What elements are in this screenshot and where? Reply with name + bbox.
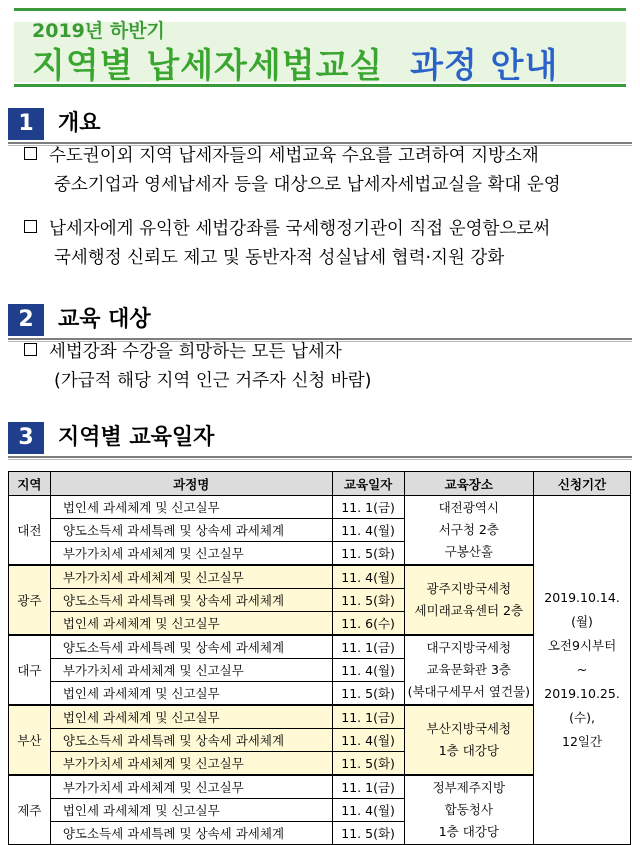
page-title bbox=[32, 38, 558, 87]
overview-bullet-1 bbox=[24, 142, 561, 200]
checkbox-bullet-icon bbox=[24, 220, 37, 233]
course-cell: 부가가치세 과세체계 및 신고실무 bbox=[50, 659, 332, 682]
date-cell: 11. 6(수) bbox=[332, 612, 404, 636]
course-cell: 법인세 과세체계 및 신고실무 bbox=[50, 682, 332, 706]
place-cell bbox=[404, 635, 534, 705]
section-rule bbox=[8, 456, 632, 458]
date-cell: 11. 5(화) bbox=[332, 542, 404, 566]
course-cell: 법인세 과세체계 및 신고실무 bbox=[50, 799, 332, 822]
date-cell: 11. 5(화) bbox=[332, 752, 404, 776]
place-line: 합동청사 bbox=[444, 802, 493, 817]
checkbox-bullet-icon bbox=[24, 343, 37, 356]
place-cell bbox=[404, 705, 534, 775]
place-line: 교육문화관 3층 bbox=[426, 662, 511, 677]
region-cell: 대구 bbox=[9, 635, 51, 705]
course-cell: 양도소득세 과세특례 및 상속세 과세체계 bbox=[50, 729, 332, 752]
place-line: 서구청 2층 bbox=[438, 522, 499, 537]
course-cell: 법인세 과세체계 및 신고실무 bbox=[50, 496, 332, 519]
place-line: 정부제주지방 bbox=[432, 780, 506, 795]
table-row bbox=[9, 496, 631, 519]
date-cell: 11. 4(월) bbox=[332, 729, 404, 752]
date-cell: 11. 4(월) bbox=[332, 659, 404, 682]
banner-top-rule bbox=[14, 8, 626, 11]
bullet-line-1: 납세자에게 유익한 세법강좌를 국세행정기관이 직접 운영함으로써 bbox=[49, 219, 551, 239]
section-number: 2 bbox=[8, 304, 44, 336]
date-cell: 11. 4(월) bbox=[332, 519, 404, 542]
place-line: 대전광역시 bbox=[438, 500, 499, 515]
checkbox-bullet-icon bbox=[24, 147, 37, 160]
date-cell: 11. 1(금) bbox=[332, 705, 404, 729]
place-line: 세미래교육센터 2층 bbox=[414, 603, 524, 618]
bullet-line-1: 세법강좌 수강을 희망하는 모든 납세자 bbox=[49, 342, 342, 362]
place-cell bbox=[404, 775, 534, 845]
period-line: ~ bbox=[576, 662, 588, 677]
date-cell: 11. 1(금) bbox=[332, 496, 404, 519]
bullet-line-1: 수도권이외 지역 납세자들의 세법교육 수요를 고려하여 지방소재 bbox=[49, 146, 539, 166]
date-cell: 11. 5(화) bbox=[332, 682, 404, 706]
place-line: 부산지방국세청 bbox=[426, 721, 512, 736]
section-3-header bbox=[8, 422, 632, 454]
period-line: 12일간 bbox=[562, 734, 603, 749]
date-cell: 11. 1(금) bbox=[332, 635, 404, 659]
date-cell: 11. 5(화) bbox=[332, 589, 404, 612]
section-2-header bbox=[8, 304, 632, 336]
course-cell: 양도소득세 과세특례 및 상속세 과세체계 bbox=[50, 635, 332, 659]
period-line: 2019.10.14.(월) bbox=[544, 590, 620, 629]
title-main: 지역별 납세자세법교실 bbox=[32, 46, 384, 86]
course-cell: 양도소득세 과세특례 및 상속세 과세체계 bbox=[50, 822, 332, 845]
title-accent: 과정 안내 bbox=[410, 46, 559, 86]
bullet-line-2: (가급적 해당 지역 인근 거주자 신청 바람) bbox=[54, 371, 372, 391]
schedule-table bbox=[8, 471, 631, 845]
place-line: 대구지방국세청 bbox=[426, 640, 512, 655]
course-cell: 법인세 과세체계 및 신고실무 bbox=[50, 705, 332, 729]
course-cell: 법인세 과세체계 및 신고실무 bbox=[50, 612, 332, 636]
place-line: 구봉산홀 bbox=[444, 544, 493, 559]
place-line: 1층 대강당 bbox=[438, 824, 499, 839]
date-cell: 11. 5(화) bbox=[332, 822, 404, 845]
header-course: 과정명 bbox=[50, 472, 332, 496]
bullet-line-2: 국세행정 신뢰도 제고 및 동반자적 성실납세 협력·지원 강화 bbox=[54, 248, 505, 268]
section-number: 3 bbox=[8, 422, 44, 454]
section-number: 1 bbox=[8, 108, 44, 140]
course-cell: 부가가치세 과세체계 및 신고실무 bbox=[50, 542, 332, 566]
region-cell: 제주 bbox=[9, 775, 51, 845]
course-cell: 부가가치세 과세체계 및 신고실무 bbox=[50, 775, 332, 799]
region-cell: 부산 bbox=[9, 705, 51, 775]
header-region: 지역 bbox=[9, 472, 51, 496]
section-title: 교육 대상 bbox=[58, 307, 151, 332]
table-header-row bbox=[9, 472, 631, 496]
place-line: (북대구세무서 옆건물) bbox=[407, 684, 531, 699]
header-period: 신청기간 bbox=[534, 472, 631, 496]
course-cell: 양도소득세 과세특례 및 상속세 과세체계 bbox=[50, 519, 332, 542]
section-rule-thin bbox=[8, 459, 632, 460]
date-cell: 11. 4(월) bbox=[332, 799, 404, 822]
application-period-cell bbox=[534, 496, 631, 845]
place-line: 1층 대강당 bbox=[438, 743, 499, 758]
region-cell: 광주 bbox=[9, 565, 51, 635]
section-title: 개요 bbox=[58, 111, 101, 136]
section-1-header bbox=[8, 108, 632, 140]
place-line: 광주지방국세청 bbox=[426, 581, 512, 596]
period-line: 오전9시부터 bbox=[547, 638, 617, 653]
overview-bullet-2 bbox=[24, 215, 550, 273]
header-place: 교육장소 bbox=[404, 472, 534, 496]
place-cell bbox=[404, 565, 534, 635]
course-cell: 부가가치세 과세체계 및 신고실무 bbox=[50, 565, 332, 589]
section-title: 지역별 교육일자 bbox=[58, 425, 215, 450]
region-cell: 대전 bbox=[9, 496, 51, 566]
bullet-line-2: 중소기업과 영세납세자 등을 대상으로 납세자세법교실을 확대 운영 bbox=[54, 175, 561, 195]
target-bullet-1 bbox=[24, 338, 372, 396]
header-date: 교육일자 bbox=[332, 472, 404, 496]
date-cell: 11. 1(금) bbox=[332, 775, 404, 799]
place-cell bbox=[404, 496, 534, 566]
page-subtitle: 2019년 하반기 bbox=[32, 20, 165, 42]
date-cell: 11. 4(월) bbox=[332, 565, 404, 589]
course-cell: 양도소득세 과세특례 및 상속세 과세체계 bbox=[50, 589, 332, 612]
course-cell: 부가가치세 과세체계 및 신고실무 bbox=[50, 752, 332, 776]
schedule-body bbox=[9, 496, 631, 845]
period-line: 2019.10.25.(수), bbox=[544, 686, 620, 725]
